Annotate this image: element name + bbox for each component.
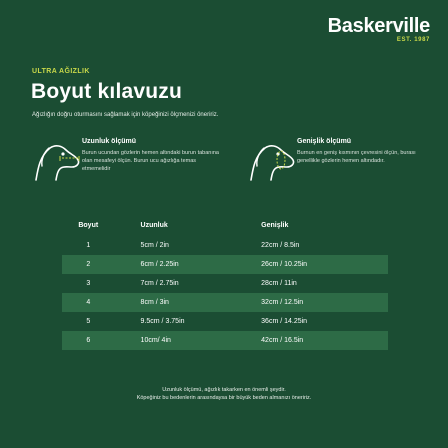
cell-width: 26cm / 10.25in [261,261,308,268]
width-measure-block [245,134,445,194]
dog-snout-width-icon [245,134,297,186]
cell-size: 5 [86,318,91,325]
cell-length: 7cm / 2.75in [140,280,179,287]
eyebrow-label: ULTRA AĞIZLIK [32,68,90,75]
width-measure-title: Genişlik ölçümü [297,138,352,145]
cell-size: 2 [86,261,91,268]
table-row [62,331,388,350]
header-width: Genişlik [261,221,289,229]
table-row [62,255,388,274]
brand-logo [328,16,430,43]
size-table [62,214,388,350]
table-row [62,274,388,293]
cell-length: 6cm / 2.25in [140,261,179,268]
page-subtitle: Ağızlığın doğru oturmasını sağlamak için köpeğinizi ölçmenizi öneririz. [32,112,219,118]
length-measure-description: Burun ucundan gözlerin hemen altındaki burun tabanına olan mesafeyi ölçün. Burun ucu ağızlığa temas etmemelidir [82,150,219,172]
cell-length: 8cm / 3in [140,299,169,306]
cell-width: 22cm / 8.5in [261,242,300,249]
cell-width: 32cm / 12.5in [261,299,304,306]
header-size: Boyut [78,221,99,229]
footer-note [0,386,448,402]
table-header [62,214,388,236]
footer-line-2: Köpeğiniz bu bedenlerin arasındaysa bir büyük beden almanızı öneririz. [136,395,312,401]
dog-snout-length-icon [30,134,82,186]
length-measure-title: Uzunluk ölçümü [82,138,137,145]
width-measure-description: Burnun en geniş kısmının çevresini ölçün, burası genellikle gözlerin hemen altındadır. [297,150,416,164]
page-title: Boyut kılavuzu [31,80,182,103]
length-measure-block [30,134,230,194]
cell-size: 6 [86,337,91,344]
cell-length: 5cm / 2in [140,242,169,249]
cell-size: 4 [86,299,91,306]
table-row [62,293,388,312]
cell-width: 28cm / 11in [261,280,297,287]
cell-length: 9.5cm / 3.75in [140,318,185,325]
footer-line-1: Uzunluk ölçümü, ağızlık takarken en önemli şeydir. [162,387,286,393]
cell-length: 10cm/ 4in [140,337,171,344]
table-row [62,236,388,255]
cell-size: 1 [86,242,91,249]
brand-name: Baskerville [327,15,430,37]
cell-size: 3 [86,280,91,287]
table-row [62,312,388,331]
cell-width: 36cm / 14.25in [261,318,308,325]
header-length: Uzunluk [140,221,168,229]
cell-width: 42cm / 16.5in [261,337,304,344]
brand-est: EST. 1987 [396,37,430,43]
